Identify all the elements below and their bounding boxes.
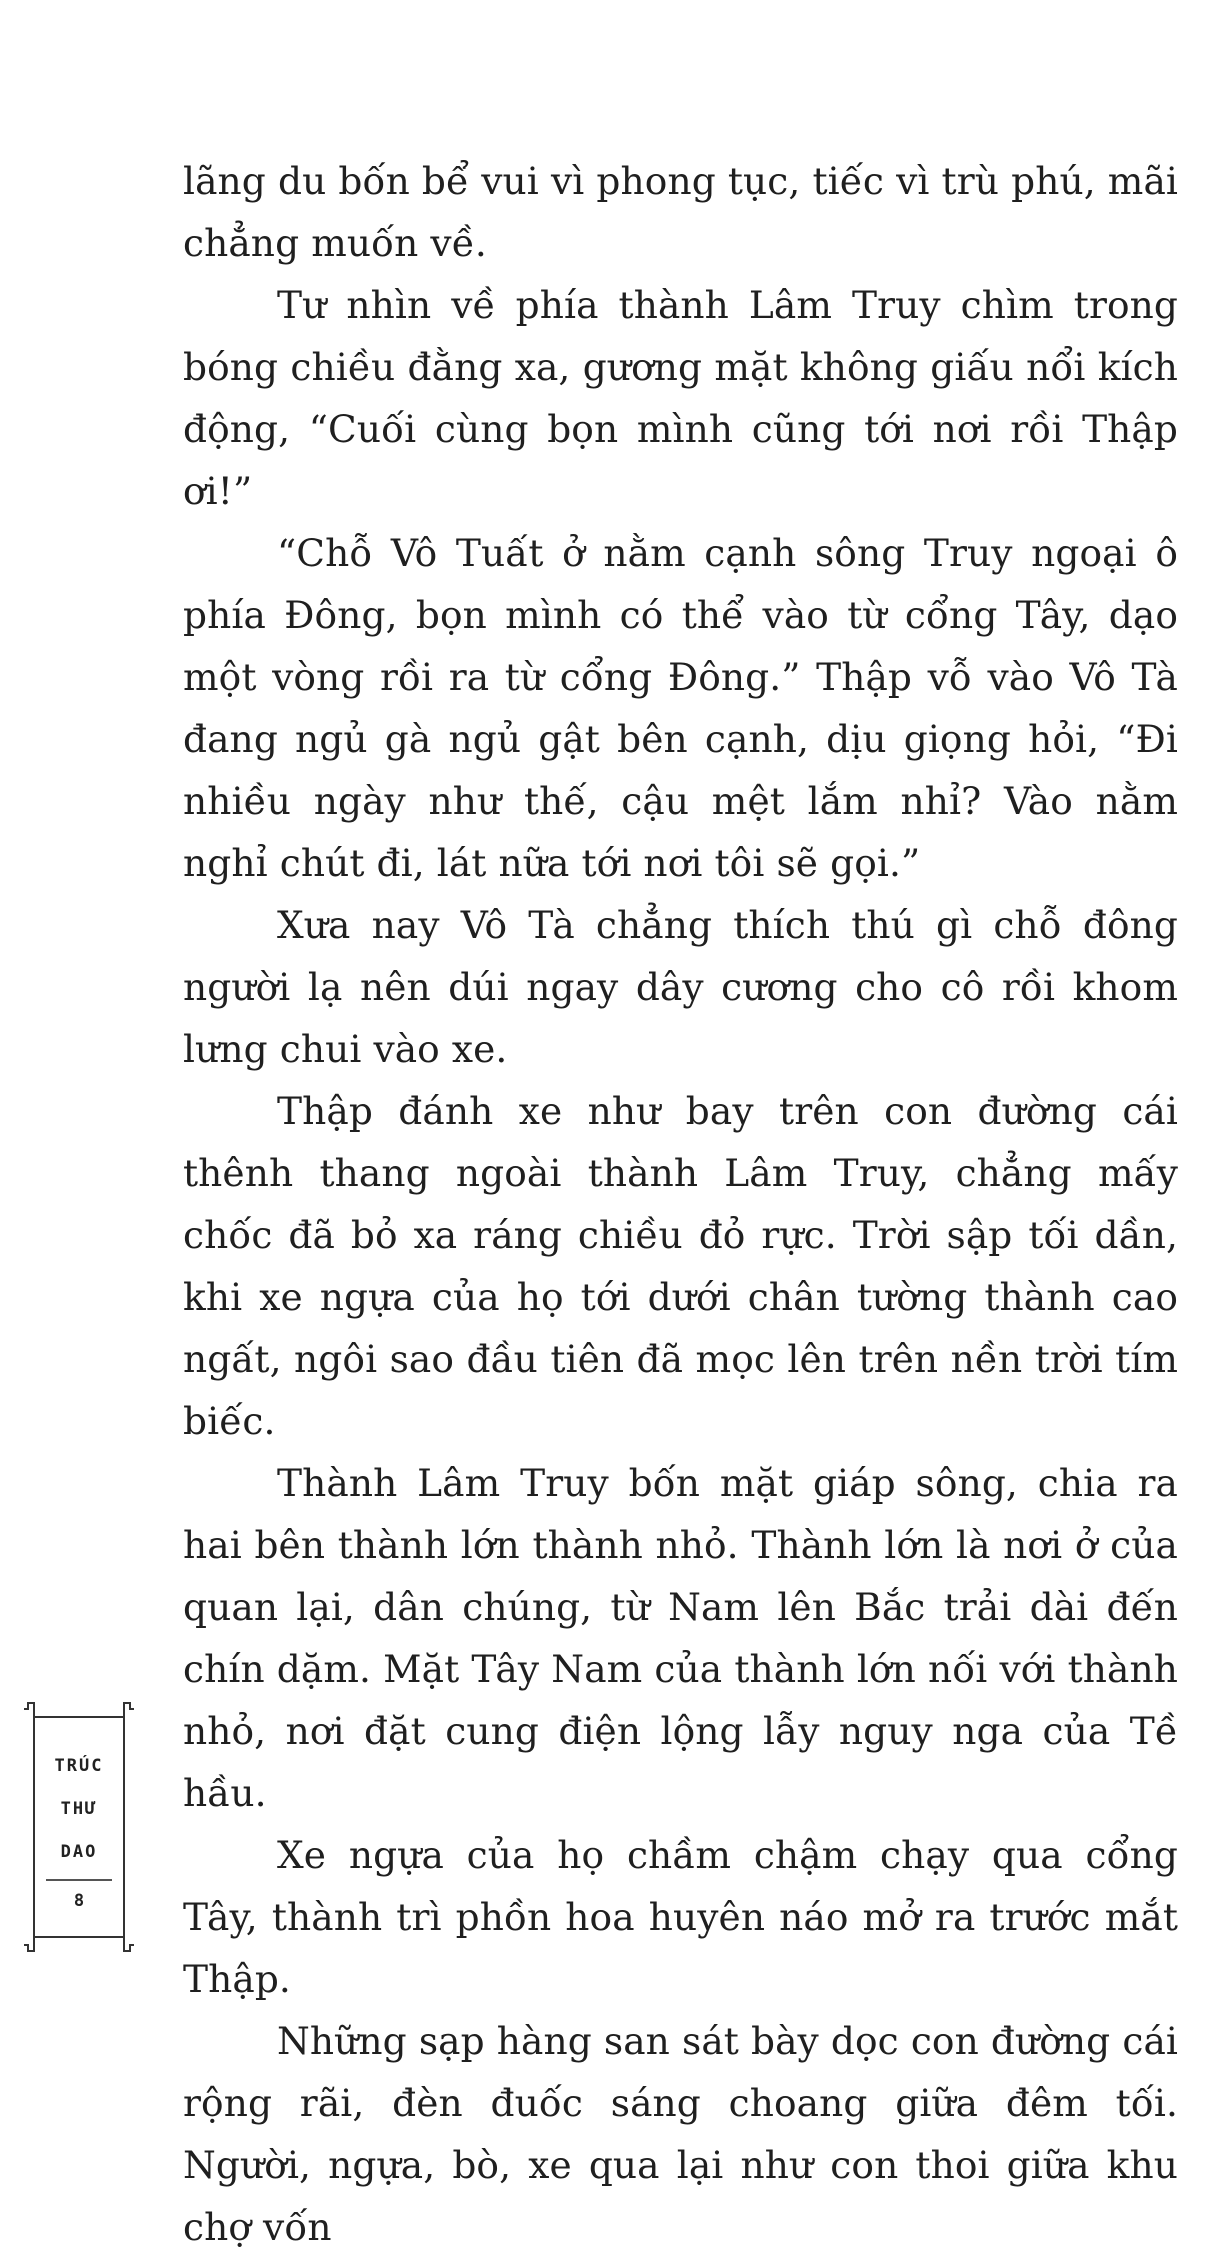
paragraph: Xưa nay Vô Tà chẳng thích thú gì chỗ đông người lạ nên dúi ngay dây cương cho cô rồi khom lưng chui vào xe. — [183, 903, 1178, 1071]
book-title-line: DAO — [60, 1842, 98, 1862]
paragraph-continued: lãng du bốn bể vui vì phong tục, tiếc vì trù phú, mãi chẳng muốn về. — [183, 159, 1178, 265]
paragraph: Xe ngựa của họ chầm chậm chạy qua cổng Tây, thành trì phồn hoa huyên náo mở ra trước mắt Thập. — [183, 1833, 1178, 2001]
book-title-line: TRÚC — [54, 1756, 104, 1776]
paragraph: Thành Lâm Truy bốn mặt giáp sông, chia ra hai bên thành lớn thành nhỏ. Thành lớn là nơi ở của quan lại, dân chúng, từ Nam lên Bắc trải dài đến chín dặm. Mặt Tây Nam của thành lớn nối với thành nhỏ, nơi đặt cung điện lộng lẫy nguy nga của Tề hầu. — [183, 1461, 1178, 1815]
title-divider — [46, 1879, 112, 1881]
page-body-text — [183, 150, 1178, 2258]
book-title-line: THƯ — [60, 1799, 98, 1819]
book-side-tab — [14, 1697, 144, 1957]
page-number: 8 — [73, 1891, 85, 1911]
paragraph: “Chỗ Vô Tuất ở nằm cạnh sông Truy ngoại ô phía Đông, bọn mình có thể vào từ cổng Tây, dạo một vòng rồi ra từ cổng Đông.” Thập vỗ vào Vô Tà đang ngủ gà ngủ gật bên cạnh, dịu giọng hỏi, “Đi nhiều ngày như thế, cậu mệt lắm nhỉ? Vào nằm nghỉ chút đi, lát nữa tới nơi tôi sẽ gọi.” — [183, 531, 1178, 885]
paragraph-continues: Những sạp hàng san sát bày dọc con đường cái rộng rãi, đèn đuốc sáng choang giữa đêm tối. Người, ngựa, bò, xe qua lại như con thoi giữa khu chợ vốn — [183, 2019, 1178, 2249]
paragraph: Thập đánh xe như bay trên con đường cái thênh thang ngoài thành Lâm Truy, chẳng mấy chốc đã bỏ xa ráng chiều đỏ rực. Trời sập tối dần, khi xe ngựa của họ tới dưới chân tường thành cao ngất, ngôi sao đầu tiên đã mọc lên trên nền trời tím biếc. — [183, 1089, 1178, 1443]
book-title — [32, 1745, 126, 1874]
paragraph: Tư nhìn về phía thành Lâm Truy chìm trong bóng chiều đằng xa, gương mặt không giấu nổi kích động, “Cuối cùng bọn mình cũng tới nơi rồi Thập ơi!” — [183, 283, 1178, 513]
